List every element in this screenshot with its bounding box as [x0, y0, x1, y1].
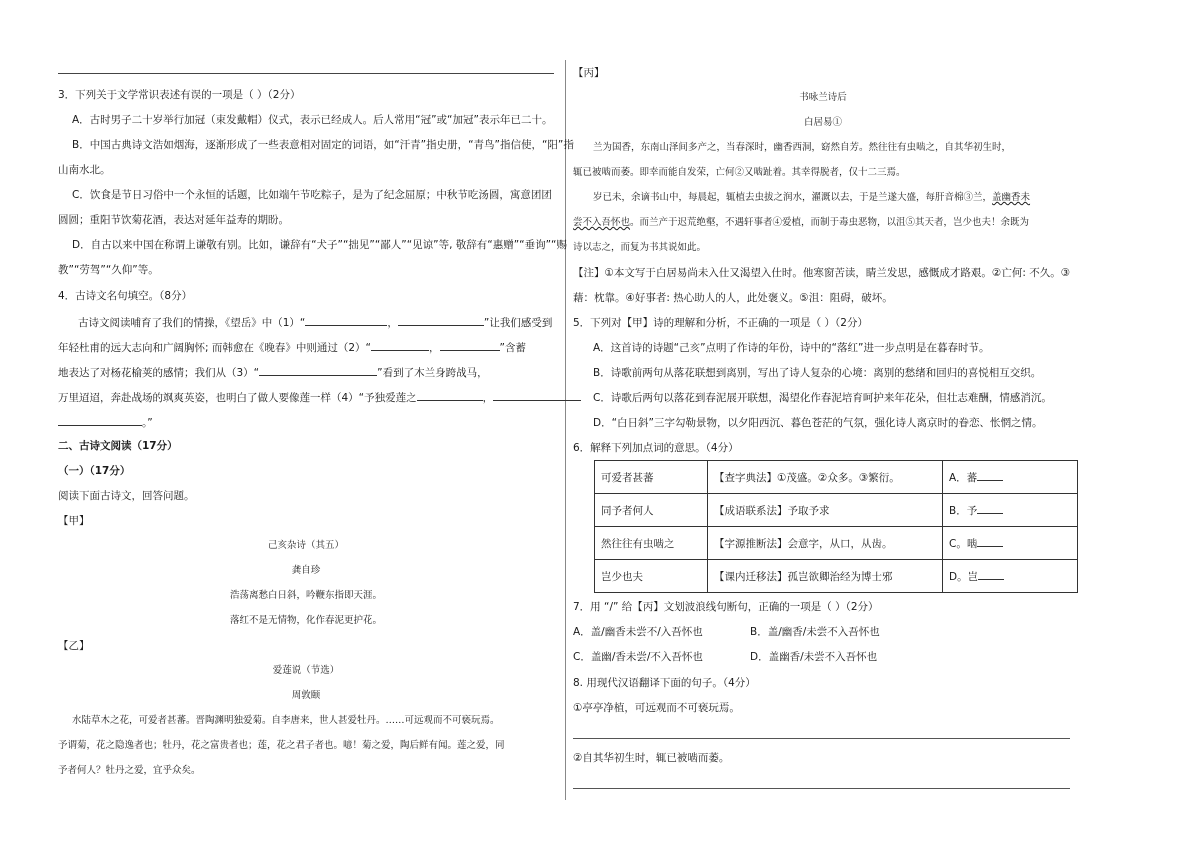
q8-sentence-2: ②自其华初生时，辄已被啮而萎。: [573, 752, 730, 764]
table-cell: 【字源推断法】会意字，从口，从齿。: [708, 527, 943, 560]
jia-tag: 【甲】: [58, 515, 90, 527]
q5-option-b[interactable]: B．诗歌前两句从落花联想到离别，写出了诗人复杂的心境：离别的愁绪和回归的喜悦相互交织。: [593, 367, 1042, 379]
table-row: [595, 527, 1078, 560]
wavy-underlined-sentence: 盖幽香未: [992, 192, 1031, 203]
q7-option-d[interactable]: D．盖幽香/未尝不入吾怀也: [750, 651, 878, 663]
bing-para-2: 辄已被啮而萎。即幸而能自发荣，亡何②又啮趾着。其幸得脱者，仅十二三焉。: [573, 167, 906, 178]
jia-line-2: 落红不是无情物，化作春泥更护花。: [229, 615, 382, 626]
q3-stem: 3．下列关于文学常识表述有误的一项是（ ）（2分）: [58, 89, 301, 101]
jia-title: 己亥杂诗（其五）: [267, 540, 344, 551]
q8-answer-line-1[interactable]: [573, 738, 1070, 739]
q6-stem: 6．解释下列加点词的意思。（4分）: [573, 442, 739, 454]
q3-option-d-cont: 教”“劳驾”“久仰”等。: [58, 264, 159, 276]
blank-4c[interactable]: [58, 414, 142, 426]
blank-1b[interactable]: [398, 314, 484, 326]
q3-option-d: D．自古以来中国在称谓上谦敬有别。比如，谦辞有“犬子”“拙见”“鄙人”“见谅”等, 敬辞有“惠赠”“垂询”“赐: [72, 239, 567, 251]
blank-3[interactable]: [259, 364, 377, 376]
q5-stem: 5．下列对【甲】诗的理解和分析，不正确的一项是（ ）（2分）: [573, 317, 868, 329]
bing-title: 书咏兰诗后: [799, 92, 847, 103]
q7-stem: 7．用 “/” 给【丙】文划波浪线句断句，正确的一项是（ ）（2分）: [573, 601, 879, 613]
blank-4b[interactable]: [493, 389, 581, 401]
table-cell: 【成语联系法】予取予求: [708, 494, 943, 527]
q5-option-c[interactable]: C．诗歌后两句以落花到春泥展开联想，渴望化作春泥培育呵护来年花朵，但壮志难酬，情感消沉。: [593, 392, 1052, 404]
yi-title: 爱莲说（节选）: [272, 665, 340, 676]
yi-para-1: 水陆草木之花，可爱者甚蕃。晋陶渊明独爱菊。自李唐来，世人甚爱牡丹。……可远观而不可亵玩焉。: [72, 715, 500, 726]
table-cell: 【课内迁移法】孤岂欲卿治经为博士邪: [708, 560, 943, 593]
answer-cell[interactable]: C。啮: [943, 527, 1078, 560]
section-2-heading: 二、古诗文阅读（17分）: [58, 440, 178, 452]
blank-1a[interactable]: [305, 314, 387, 326]
q4-line-4: 万里迢迢，奔赴战场的飒爽英姿，也明白了做人要像莲一样（4）“予独爱莲之 ，: [58, 389, 581, 405]
yi-tag: 【乙】: [58, 640, 90, 652]
bing-tag: 【丙】: [573, 67, 605, 79]
q3-option-b-cont: 山南水北。: [58, 164, 111, 176]
table-cell: 【查字典法】①茂盛。②众多。③繁衍。: [708, 461, 943, 494]
q7-option-a[interactable]: A．盖/幽香未尝不/入吾怀也: [573, 626, 703, 638]
answer-cell[interactable]: A．蕃: [943, 461, 1078, 494]
jia-line-1: 浩荡离愁白日斜，吟鞭东指即天涯。: [229, 590, 382, 601]
answer-cell[interactable]: B．予: [943, 494, 1078, 527]
q3-option-c: C．饮食是节日习俗中一个永恒的话题，比如端午节吃粽子，是为了纪念屈原；中秋节吃汤圆，寓意团团: [72, 189, 552, 201]
bing-author: 白居易①: [803, 117, 842, 128]
blank-2b[interactable]: [440, 339, 500, 351]
bing-para-5: 诗以志之，而复为书其说如此。: [573, 242, 707, 253]
table-row: [595, 494, 1078, 527]
note-line-2: 藉：枕靠。④好事者: 热心助人的人，此处褒义。⑤沮：阻碍，破坏。: [573, 292, 893, 304]
q4-stem: 4．古诗文名句填空。（8分）: [58, 290, 193, 302]
q3-option-a: A．古时男子二十岁举行加冠（束发戴帽）仪式，表示已经成人。后人常用“冠”或“加冠”表示年已二十。: [72, 114, 553, 126]
q8-stem: 8. 用现代汉语翻译下面的句子。（4分）: [573, 677, 756, 689]
subsection-1-heading: （一）（17分）: [58, 465, 131, 477]
table-cell: 然往往有虫啮之: [595, 527, 708, 560]
note-line-1: 【注】①本文写于白居易尚未入仕又渴望入仕时。他寒窗苦读，睛兰发思，感慨成才路艰。②亡何: 不久。③: [573, 267, 1071, 279]
q8-sentence-1: ①亭亭净植，可远观而不可亵玩焉。: [573, 702, 740, 714]
q5-option-a[interactable]: A．这首诗的诗题“己亥”点明了作诗的年份，诗中的“落红”进一步点明是在暮春时节。: [593, 342, 990, 354]
table-cell: 同予者何人: [595, 494, 708, 527]
blank-4a[interactable]: [417, 389, 483, 401]
yi-author: 周敦颐: [291, 690, 321, 701]
q7-option-b[interactable]: B．盖/幽香/未尝不入吾怀也: [750, 626, 880, 638]
bing-para-3: 岁已未，余谪书山中，每晨起，辄植去虫拔之润水，濯溉以去，于是兰遂大盛，每肝音棉③兰，盖幽香未: [593, 192, 1031, 203]
answer-cell[interactable]: D。岂: [943, 560, 1078, 593]
table-row: [595, 560, 1078, 593]
bing-para-1: 兰为国香，东南山泽间多产之，当春深时，幽香西洞，窈然自芳。然往往有虫啮之，自其华初生时，: [593, 142, 1012, 153]
table-row: [595, 461, 1078, 494]
blank-2a[interactable]: [371, 339, 429, 351]
q4-line-1: 古诗文阅读哺育了我们的情操，《望岳》中（1）“ ， ”让我们感受到: [78, 314, 552, 330]
q4-line-5: 。”: [58, 414, 153, 430]
q4-line-3: 地表达了对杨花榆荚的感情；我们从（3）“ ”看到了木兰身跨战马，: [58, 364, 488, 380]
bing-para-4: 尝不入吾怀也。而兰产于迟荒绝壑，不遇轩事者④爱植，而制于毒虫恶物，以沮⑤其天者，岂少也夫！余既为: [573, 217, 1030, 228]
q5-option-d[interactable]: D．“白日斜”三字勾勒景物，以夕阳西沉、暮色苍茫的气氛，强化诗人离京时的眷恋、怅惘之情。: [593, 417, 1043, 429]
q6-table: [594, 460, 1078, 593]
reading-instruction: 阅读下面古诗文，回答问题。: [58, 490, 195, 502]
yi-para-3: 予者何人？牡丹之爱，宜乎众矣。: [58, 765, 201, 776]
table-cell: 可爱者甚蕃: [595, 461, 708, 494]
yi-para-2: 予谓菊，花之隐逸者也；牡丹，花之富贵者也；莲，花之君子者也。噫！菊之爱，陶后鲜有闻。莲之爱，同: [58, 740, 505, 751]
column-divider: [565, 60, 566, 800]
q3-option-c-cont: 圆圆；重阳节饮菊花酒，表达对延年益寿的期盼。: [58, 214, 289, 226]
jia-author: 龚自珍: [291, 565, 321, 576]
q7-option-c[interactable]: C．盖幽/香未尝/不入吾怀也: [573, 651, 703, 663]
table-cell: 岂少也夫: [595, 560, 708, 593]
top-rule: [58, 73, 554, 74]
q4-line-2: 年轻杜甫的远大志向和广阔胸怀; 而韩愈在《晚春》中则通过（2）“ ， ”含蓄: [58, 339, 526, 355]
q8-answer-line-2[interactable]: [573, 788, 1070, 789]
q3-option-b: B．中国古典诗文浩如烟海，逐渐形成了一些表意相对固定的词语，如“汗青”指史册，“青鸟”指信使，“阳”指: [72, 139, 574, 151]
